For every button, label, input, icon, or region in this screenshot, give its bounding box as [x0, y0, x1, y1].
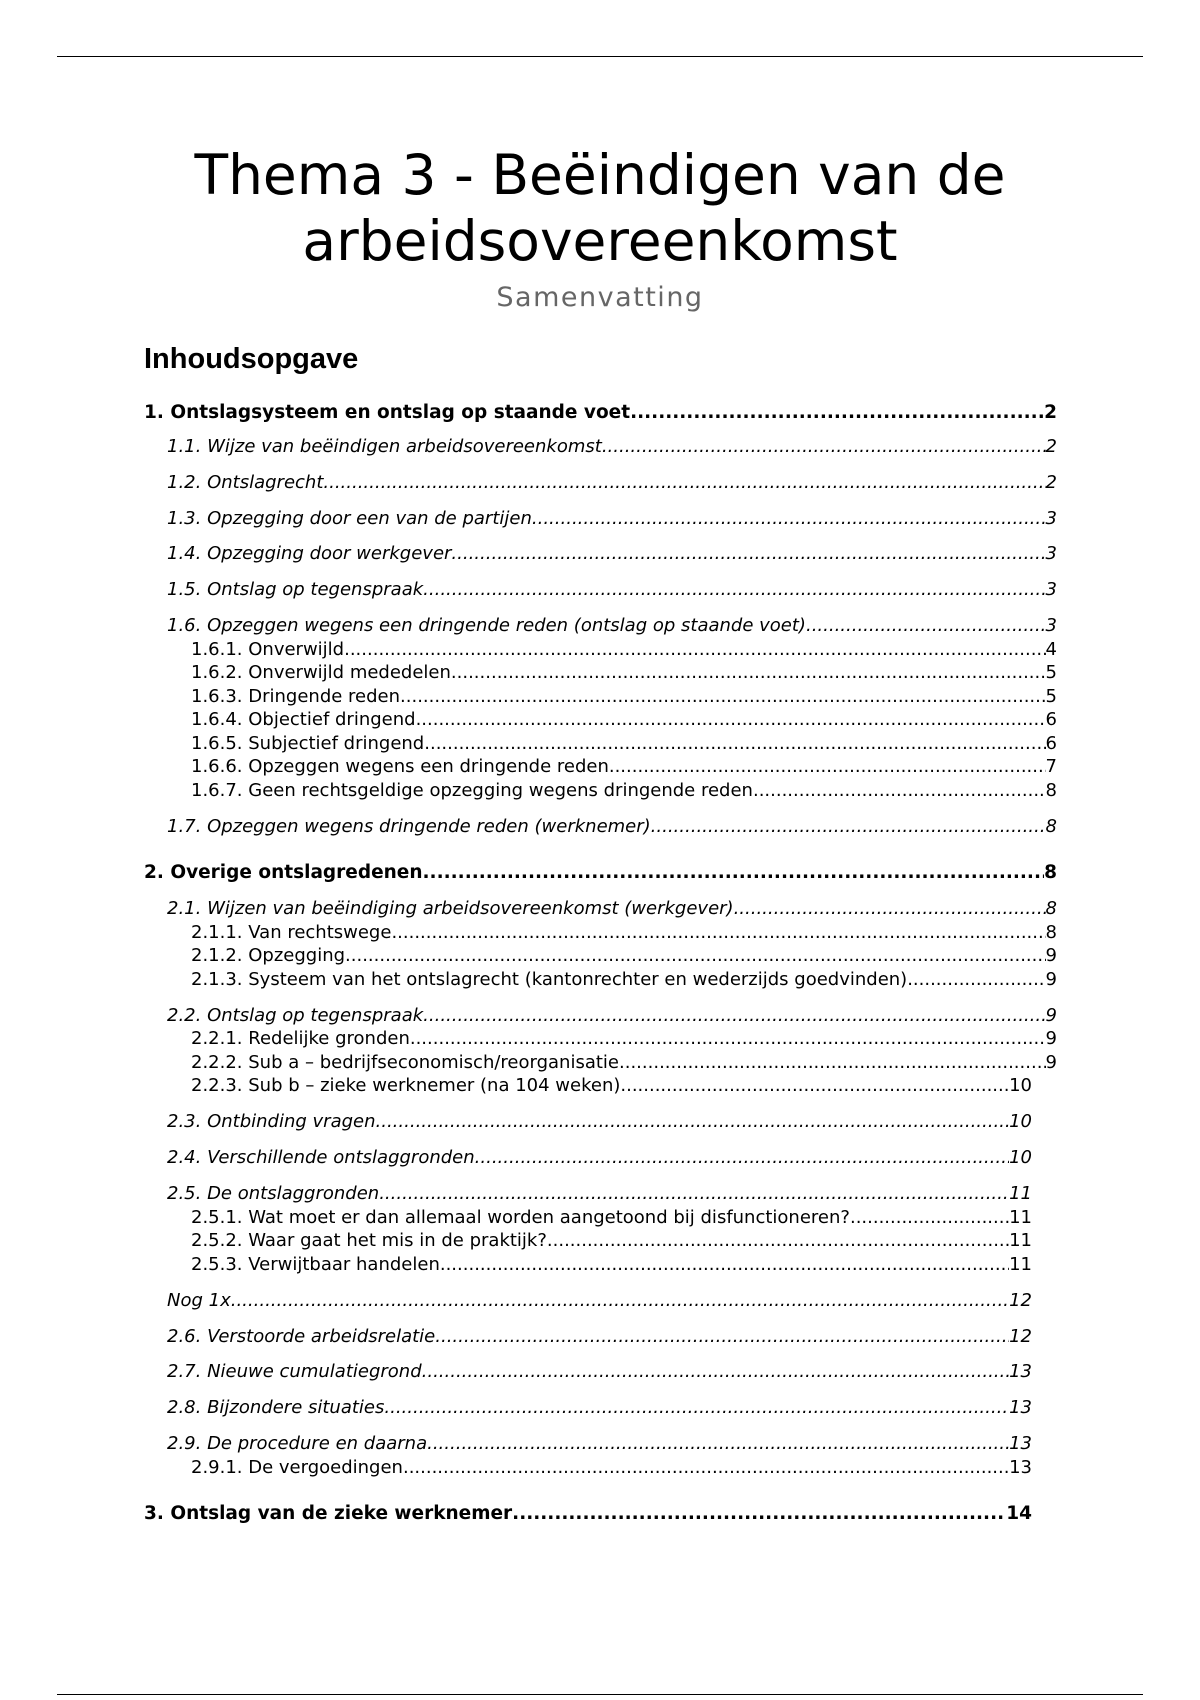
- toc-entry-page-number: 9: [1045, 969, 1057, 990]
- toc-entry-page-number: 9: [1045, 1005, 1057, 1026]
- toc-entry-label: 1.6.4. Objectief dringend: [191, 709, 416, 730]
- toc-entry-page-number: 6: [1045, 709, 1057, 730]
- toc-entry-page-number: 7: [1045, 756, 1057, 777]
- toc-dot-leader: [609, 755, 1046, 778]
- toc-entry-label: 2.2.2. Sub a – bedrijfseconomisch/reorganisatie: [191, 1052, 620, 1073]
- toc-entry-page-number: 8: [1045, 898, 1057, 919]
- toc-entry[interactable]: [191, 732, 1057, 755]
- toc-dot-leader: [435, 1325, 1009, 1348]
- toc-entry-page-number: 14: [1006, 1503, 1032, 1524]
- toc-entry[interactable]: [167, 1396, 1032, 1419]
- toc-dot-leader: [532, 507, 1046, 530]
- toc-entry[interactable]: [167, 578, 1057, 601]
- toc-entry-page-number: 8: [1045, 922, 1057, 943]
- toc-dot-leader: [806, 614, 1046, 637]
- toc-entry[interactable]: [167, 1360, 1032, 1383]
- toc-entry[interactable]: [167, 1110, 1032, 1133]
- toc-entry[interactable]: [191, 1229, 1032, 1252]
- toc-entry-label: 2.6. Verstoorde arbeidsrelatie: [167, 1326, 436, 1347]
- toc-dot-leader: [422, 1360, 1009, 1383]
- toc-dot-leader: [345, 944, 1046, 967]
- toc-entry-page-number: 2: [1045, 472, 1057, 493]
- toc-dot-leader: [423, 861, 1045, 884]
- toc-dot-leader: [416, 708, 1046, 731]
- document-title-line-2: arbeidsovereenkomst: [302, 209, 898, 273]
- toc-entry-page-number: 5: [1045, 662, 1057, 683]
- toc-entry[interactable]: [191, 968, 1057, 991]
- toc-entry-label: 2.1.2. Opzegging: [191, 945, 346, 966]
- toc-entry-label: 2.2.1. Redelijke gronden: [191, 1028, 410, 1049]
- toc-entry-label: 1.6.3. Dringende reden: [191, 686, 401, 707]
- toc-entry-page-number: 10: [1009, 1075, 1032, 1096]
- toc-entry-page-number: 5: [1045, 686, 1057, 707]
- toc-entry-label: 1.3. Opzegging door een van de partijen: [167, 508, 532, 529]
- toc-entry-label: 2.9. De procedure en daarna: [167, 1433, 428, 1454]
- toc-dot-leader: [231, 1289, 1009, 1312]
- toc-dot-leader: [344, 638, 1045, 661]
- toc-entry-page-number: 13: [1009, 1433, 1032, 1454]
- toc-entry-page-number: 11: [1009, 1183, 1032, 1204]
- toc-entry[interactable]: [191, 1253, 1032, 1276]
- toc-entry[interactable]: [191, 779, 1057, 802]
- toc-entry[interactable]: [167, 1432, 1032, 1455]
- toc-entry-page-number: 9: [1045, 945, 1057, 966]
- toc-entry-label: 2.8. Bijzondere situaties: [167, 1397, 385, 1418]
- toc-entry-label: 3. Ontslag van de zieke werknemer: [144, 1503, 513, 1524]
- toc-dot-leader: [651, 815, 1046, 838]
- toc-entry-label: 1.6.6. Opzeggen wegens een dringende reden: [191, 756, 609, 777]
- toc-heading: Inhoudsopgave: [144, 343, 359, 375]
- toc-entry-label: 1.6.1. Onverwijld: [191, 639, 345, 660]
- toc-dot-leader: [384, 1396, 1009, 1419]
- toc-entry[interactable]: [191, 1051, 1057, 1074]
- toc-entry-page-number: 3: [1045, 579, 1057, 600]
- toc-entry-label: 2.9.1. De vergoedingen: [191, 1457, 403, 1478]
- toc-dot-leader: [379, 1182, 1009, 1205]
- toc-entry[interactable]: [167, 815, 1057, 838]
- toc-entry-page-number: 3: [1045, 543, 1057, 564]
- toc-entry-page-number: 3: [1045, 508, 1057, 529]
- toc-entry[interactable]: [167, 435, 1057, 458]
- toc-dot-leader: [907, 968, 1045, 991]
- toc-entry[interactable]: [167, 471, 1057, 494]
- toc-entry-label: 2.1.3. Systeem van het ontslagrecht (kantonrechter en wederzijds goedvinden): [191, 969, 908, 990]
- toc-entry-label: 1.6.7. Geen rechtsgeldige opzegging wegens dringende reden: [191, 780, 753, 801]
- toc-dot-leader: [410, 1027, 1046, 1050]
- toc-entry-page-number: 2: [1044, 402, 1057, 423]
- toc-entry-label: 2.5. De ontslaggronden: [167, 1183, 380, 1204]
- toc-dot-leader: [427, 1432, 1009, 1455]
- document-subtitle: Samenvatting: [496, 282, 704, 313]
- toc-entry[interactable]: [144, 1502, 1032, 1525]
- toc-dot-leader: [547, 1229, 1009, 1252]
- toc-entry[interactable]: [167, 507, 1057, 530]
- toc-entry-label: 2.5.3. Verwijtbaar handelen: [191, 1254, 440, 1275]
- toc-entry-page-number: 6: [1045, 733, 1057, 754]
- toc-entry-page-number: 8: [1045, 816, 1057, 837]
- toc-entry[interactable]: [167, 1146, 1032, 1169]
- toc-entry-label: 1.2. Ontslagrecht: [167, 472, 324, 493]
- toc-entry-page-number: 11: [1009, 1230, 1032, 1251]
- toc-entry-label: 2.5.1. Wat moet er dan allemaal worden aangetoond bij disfunctioneren?: [191, 1207, 850, 1228]
- toc-dot-leader: [440, 1253, 1009, 1276]
- toc-entry-page-number: 10: [1009, 1147, 1032, 1168]
- toc-entry[interactable]: [167, 1289, 1032, 1312]
- toc-entry-label: 1.6.2. Onverwijld mededelen: [191, 662, 451, 683]
- toc-entry-label: Nog 1x: [167, 1290, 231, 1311]
- toc-entry-page-number: 9: [1045, 1028, 1057, 1049]
- toc-entry-label: 2.2. Ontslag op tegenspraak: [167, 1005, 424, 1026]
- toc-entry-label: 1.5. Ontslag op tegenspraak: [167, 579, 424, 600]
- toc-entry[interactable]: [191, 638, 1057, 661]
- toc-entry-label: 1.4. Opzegging door werkgever: [167, 543, 452, 564]
- toc-dot-leader: [602, 435, 1046, 458]
- toc-entry-page-number: 11: [1009, 1207, 1032, 1228]
- toc-dot-leader: [424, 732, 1045, 755]
- toc-entry-label: 2. Overige ontslagredenen: [144, 862, 423, 883]
- toc-entry[interactable]: [191, 1027, 1057, 1050]
- toc-entry-page-number: 13: [1009, 1397, 1032, 1418]
- toc-entry[interactable]: [167, 1182, 1032, 1205]
- footer-rule: [57, 1694, 1143, 1695]
- toc-entry[interactable]: [191, 755, 1057, 778]
- toc-dot-leader: [451, 661, 1046, 684]
- toc-dot-leader: [423, 578, 1045, 601]
- toc-entry[interactable]: [191, 944, 1057, 967]
- toc-entry[interactable]: [167, 614, 1057, 637]
- toc-entry-page-number: 8: [1045, 780, 1057, 801]
- toc-entry-label: 1.7. Opzeggen wegens dringende reden (werknemer): [167, 816, 651, 837]
- toc-entry-label: 2.4. Verschillende ontslaggronden: [167, 1147, 475, 1168]
- toc-entry-label: 2.2.3. Sub b – zieke werknemer (na 104 weken): [191, 1075, 621, 1096]
- toc-dot-leader: [734, 897, 1046, 920]
- toc-dot-leader: [451, 542, 1045, 565]
- toc-dot-leader: [391, 921, 1045, 944]
- toc-dot-leader: [423, 1004, 1045, 1027]
- toc-entry[interactable]: [191, 685, 1057, 708]
- toc-entry-page-number: 12: [1009, 1326, 1032, 1347]
- toc-entry[interactable]: [191, 1456, 1032, 1479]
- toc-entry-label: 1.1. Wijze van beëindigen arbeidsovereenkomst: [167, 436, 602, 457]
- toc-dot-leader: [403, 1456, 1009, 1479]
- toc-dot-leader: [323, 471, 1045, 494]
- toc-dot-leader: [619, 1051, 1046, 1074]
- toc-entry[interactable]: [191, 708, 1057, 731]
- toc-entry[interactable]: [191, 1206, 1032, 1229]
- toc-dot-leader: [400, 685, 1046, 708]
- toc-entry-page-number: 8: [1044, 862, 1057, 883]
- toc-dot-leader: [376, 1110, 1010, 1133]
- toc-entry[interactable]: [191, 1074, 1032, 1097]
- toc-entry-label: 2.7. Nieuwe cumulatiegrond: [167, 1361, 422, 1382]
- toc-entry[interactable]: [167, 1004, 1057, 1027]
- toc-entry-page-number: 9: [1045, 1052, 1057, 1073]
- toc-entry-label: 1.6. Opzeggen wegens een dringende reden (ontslag op staande voet): [167, 615, 806, 636]
- toc-entry[interactable]: [167, 542, 1057, 565]
- toc-entry-page-number: 4: [1045, 639, 1057, 660]
- toc-entry-label: 1.6.5. Subjectief dringend: [191, 733, 425, 754]
- toc-entry-label: 2.3. Ontbinding vragen: [167, 1111, 376, 1132]
- toc-entry-page-number: 12: [1009, 1290, 1032, 1311]
- toc-entry-page-number: 11: [1009, 1254, 1032, 1275]
- toc-dot-leader: [753, 779, 1046, 802]
- toc-entry-page-number: 13: [1009, 1457, 1032, 1478]
- toc-entry[interactable]: [167, 897, 1057, 920]
- document-title-line-1: Thema 3 - Beëindigen van de: [194, 143, 1006, 207]
- toc-entry-label: 2.1.1. Van rechtswege: [191, 922, 392, 943]
- toc-entry-page-number: 10: [1009, 1111, 1032, 1132]
- toc-entry-label: 2.1. Wijzen van beëindiging arbeidsovereenkomst (werkgever): [167, 898, 734, 919]
- toc-entry-label: 1. Ontslagsysteem en ontslag op staande voet: [144, 402, 631, 423]
- toc-entry-page-number: 13: [1009, 1361, 1032, 1382]
- toc-entry-page-number: 2: [1045, 436, 1057, 457]
- toc-entry[interactable]: [144, 861, 1057, 884]
- toc-entry-label: 2.5.2. Waar gaat het mis in de praktijk?: [191, 1230, 547, 1251]
- toc-entry[interactable]: [191, 661, 1057, 684]
- toc-dot-leader: [850, 1206, 1009, 1229]
- toc-entry[interactable]: [191, 921, 1057, 944]
- toc-entry[interactable]: [144, 401, 1057, 424]
- toc-dot-leader: [620, 1074, 1009, 1097]
- toc-entry[interactable]: [167, 1325, 1032, 1348]
- toc-entry-page-number: 3: [1045, 615, 1057, 636]
- toc-dot-leader: [475, 1146, 1009, 1169]
- toc-dot-leader: [512, 1502, 1006, 1525]
- toc-dot-leader: [630, 401, 1044, 424]
